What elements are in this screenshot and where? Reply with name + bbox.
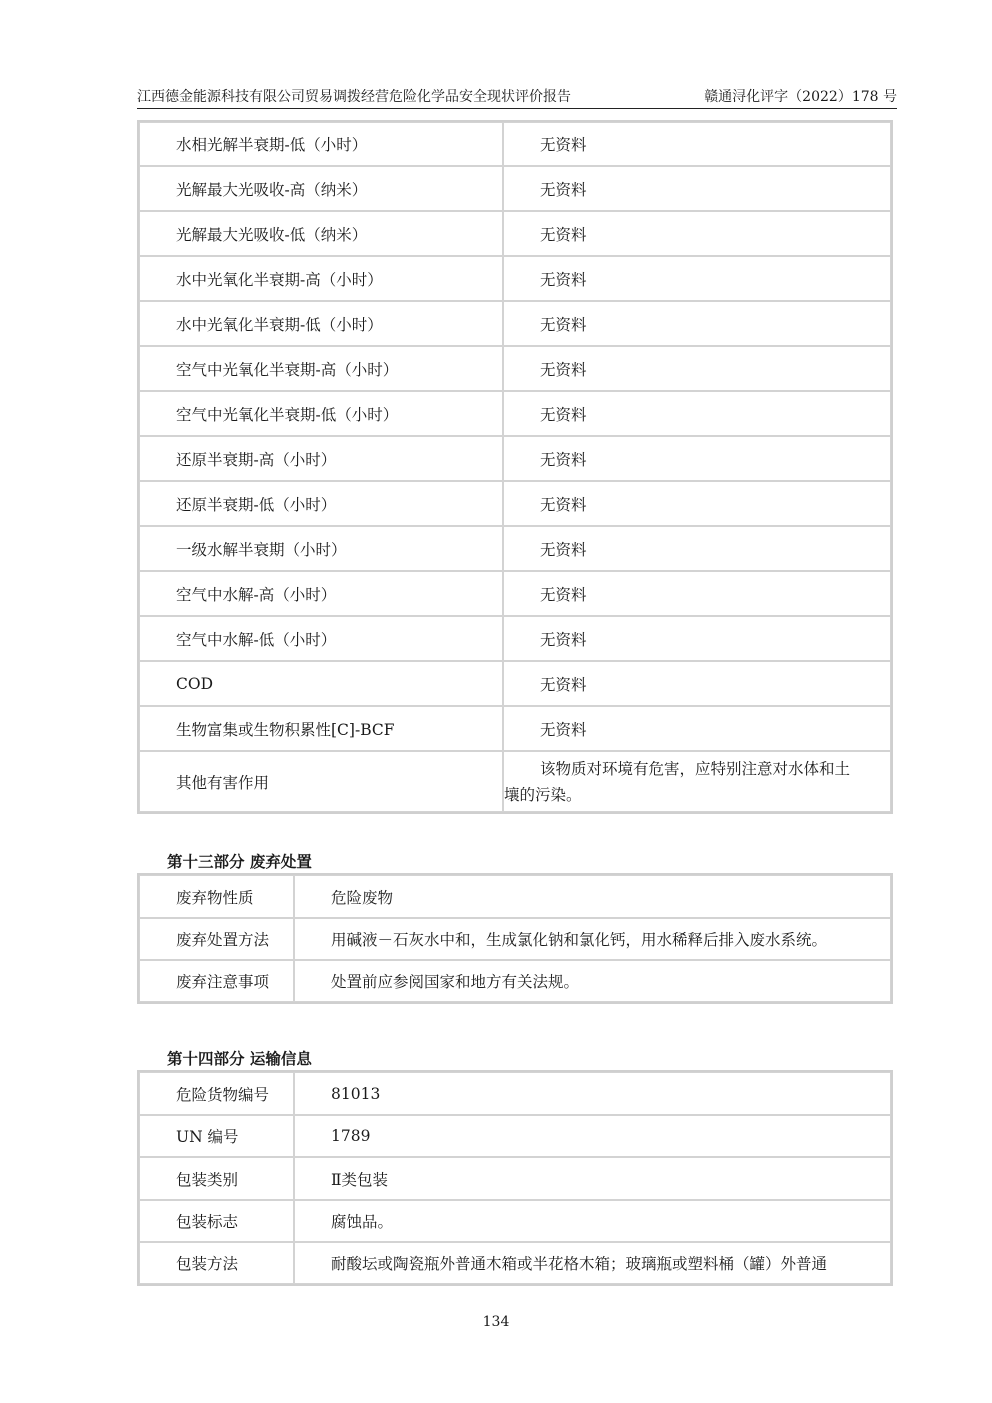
row-value: 无资料 [503,481,891,526]
table-row [139,1242,891,1284]
row-value: 无资料 [503,346,891,391]
table-row [139,571,891,616]
table-row [139,481,891,526]
row-value: 无资料 [503,661,891,706]
row-label: 光解最大光吸收-高（纳米） [139,166,503,211]
row-label: COD [139,661,503,706]
row-label: 空气中光氧化半衰期-高（小时） [139,346,503,391]
table-row [139,1072,891,1115]
row-label: 危险货物编号 [139,1072,294,1115]
row-label: 生物富集或生物积累性[C]-BCF [139,706,503,751]
table-row-other-hazard [139,751,891,812]
row-value: 无资料 [503,211,891,256]
row-label: 其他有害作用 [139,751,503,812]
table-row [139,918,891,960]
table-row [139,1157,891,1200]
row-value-multiline [503,751,891,812]
row-label: 包装类别 [139,1157,294,1200]
table-row [139,1200,891,1242]
ecology-table [137,120,893,814]
row-label: 还原半衰期-低（小时） [139,481,503,526]
row-label: 包装标志 [139,1200,294,1242]
disposal-table [137,873,893,1004]
row-value: 1789 [294,1115,891,1157]
row-label: 废弃处置方法 [139,918,294,960]
row-label: 水中光氧化半衰期-高（小时） [139,256,503,301]
page-number: 134 [482,1314,510,1330]
table-row [139,211,891,256]
row-value: Ⅱ类包装 [294,1157,891,1200]
row-value: 无资料 [503,301,891,346]
row-label: 包装方法 [139,1242,294,1284]
row-label: 空气中光氧化半衰期-低（小时） [139,391,503,436]
table-row [139,875,891,918]
row-value: 无资料 [503,122,891,166]
row-label: 废弃注意事项 [139,960,294,1002]
row-label: 空气中水解-高（小时） [139,571,503,616]
row-label: 一级水解半衰期（小时） [139,526,503,571]
section-13-title: 第十三部分 废弃处置 [167,852,312,871]
table-row [139,661,891,706]
table-row [139,526,891,571]
table-row [139,436,891,481]
table-row [139,166,891,211]
row-value: 耐酸坛或陶瓷瓶外普通木箱或半花格木箱；玻璃瓶或塑料桶（罐）外普通 [294,1242,891,1284]
row-value: 无资料 [503,571,891,616]
row-label: 光解最大光吸收-低（纳米） [139,211,503,256]
row-label: 空气中水解-低（小时） [139,616,503,661]
row-value: 无资料 [503,256,891,301]
table-row [139,122,891,166]
table-row [139,1115,891,1157]
row-value: 81013 [294,1072,891,1115]
row-label: 废弃物性质 [139,875,294,918]
row-value: 无资料 [503,616,891,661]
row-label: UN 编号 [139,1115,294,1157]
transport-table [137,1070,893,1286]
table-row [139,301,891,346]
row-value: 危险废物 [294,875,891,918]
value-line-2: 壤的污染。 [504,785,582,804]
row-value: 无资料 [503,706,891,751]
header-document-number: 赣通浔化评字（2022）178 号 [704,89,897,105]
row-value: 用碱液－石灰水中和，生成氯化钠和氯化钙，用水稀释后排入废水系统。 [294,918,891,960]
table-row [139,960,891,1002]
table-row [139,391,891,436]
value-line-1: 该物质对环境有危害，应特别注意对水体和土 [540,759,851,778]
row-label: 水相光解半衰期-低（小时） [139,122,503,166]
row-value: 无资料 [503,391,891,436]
row-value: 无资料 [503,166,891,211]
header-report-title: 江西德金能源科技有限公司贸易调拨经营危险化学品安全现状评价报告 [137,89,571,105]
row-value: 腐蚀品。 [294,1200,891,1242]
table-row [139,256,891,301]
page-header [137,86,897,109]
section-14-title: 第十四部分 运输信息 [167,1049,312,1068]
row-value: 处置前应参阅国家和地方有关法规。 [294,960,891,1002]
table-row [139,706,891,751]
row-label: 还原半衰期-高（小时） [139,436,503,481]
row-value: 无资料 [503,436,891,481]
row-value: 无资料 [503,526,891,571]
table-row [139,346,891,391]
table-row [139,616,891,661]
row-label: 水中光氧化半衰期-低（小时） [139,301,503,346]
